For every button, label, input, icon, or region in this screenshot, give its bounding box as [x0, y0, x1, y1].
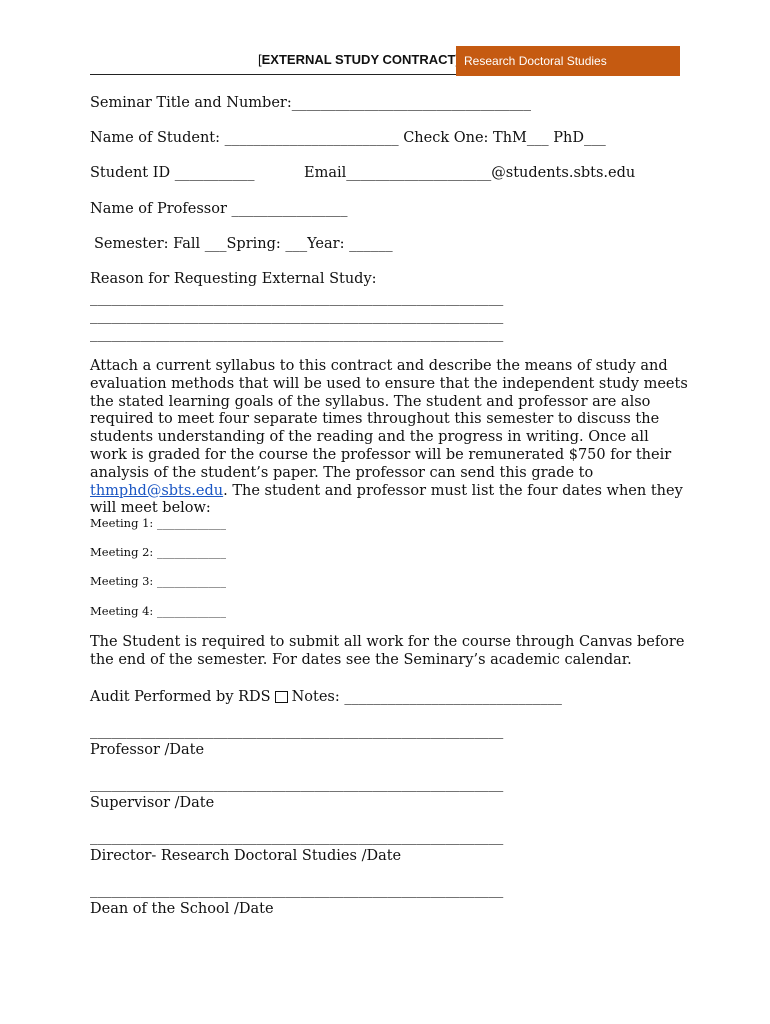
signature-label-professor: Professor /Date — [90, 742, 205, 758]
document-title — [258, 52, 459, 67]
signature-line-supervisor[interactable]: _________________________________________________________ — [90, 776, 504, 792]
audit-notes-field[interactable]: Notes: ______________________________ — [291, 689, 562, 705]
signature-label-dean: Dean of the School /Date — [90, 901, 274, 917]
meeting-1-field[interactable]: Meeting 1: ____________ — [90, 516, 226, 530]
instructions-text: Attach a current syllabus to this contract and describe the means of study and evaluation methods that will be used to ensure that the independent study meets the stated learning goals of the syllabus. The student and professor are also required to meet four separate times throughout this semester to discuss the students understanding of the reading and the progress in writing. Once all work is graded for the course the professor will be remunerated $750 for their analysis of the student’s paper. The professor can send this grade to — [90, 358, 688, 481]
signature-line-director[interactable]: _________________________________________________________ — [90, 829, 504, 845]
header-rule — [90, 74, 456, 75]
instructions-paragraph — [90, 358, 690, 518]
meeting-3-field[interactable]: Meeting 3: ____________ — [90, 574, 226, 588]
email-link[interactable]: thmphd@sbts.edu — [90, 482, 224, 499]
department-badge: Research Doctoral Studies — [456, 46, 680, 76]
signature-label-supervisor: Supervisor /Date — [90, 795, 215, 811]
audit-checkbox[interactable] — [275, 691, 288, 703]
audit-label: Audit Performed by RDS — [90, 689, 271, 705]
instructions-text-end: . The student and professor must list the four dates when they will meet below: — [90, 482, 683, 517]
seminar-field[interactable]: Seminar Title and Number:_________________________________ — [90, 95, 531, 111]
meeting-4-field[interactable]: Meeting 4: ____________ — [90, 604, 226, 618]
professor-field[interactable]: Name of Professor ________________ — [90, 201, 348, 217]
reason-line[interactable]: _________________________________________________________ — [90, 290, 504, 306]
reason-label: Reason for Requesting External Study: — [90, 271, 377, 287]
title-text: EXTERNAL STUDY CONTRACT — [261, 52, 456, 67]
signature-line-professor[interactable]: _________________________________________________________ — [90, 723, 504, 739]
email-field[interactable]: Email____________________@students.sbts.edu — [304, 165, 636, 181]
signature-line-dean[interactable]: _________________________________________________________ — [90, 882, 504, 898]
student-name-field[interactable]: Name of Student: ________________________ Check One: ThM___ PhD___ — [90, 130, 606, 146]
meeting-2-field[interactable]: Meeting 2: ____________ — [90, 545, 226, 559]
audit-row — [90, 688, 562, 706]
signature-label-director: Director- Research Doctoral Studies /Date — [90, 848, 402, 864]
bracket-open: [ — [258, 52, 262, 67]
semester-field[interactable]: Semester: Fall ___Spring: ___Year: ______ — [94, 236, 393, 252]
reason-line[interactable]: _________________________________________________________ — [90, 326, 504, 342]
canvas-note: The Student is required to submit all work for the course through Canvas before the end of the semester. For dates see the Seminary’s academic calendar. — [90, 634, 685, 668]
reason-line[interactable]: _________________________________________________________ — [90, 308, 504, 324]
student-id-field[interactable]: Student ID ___________ — [90, 165, 255, 181]
